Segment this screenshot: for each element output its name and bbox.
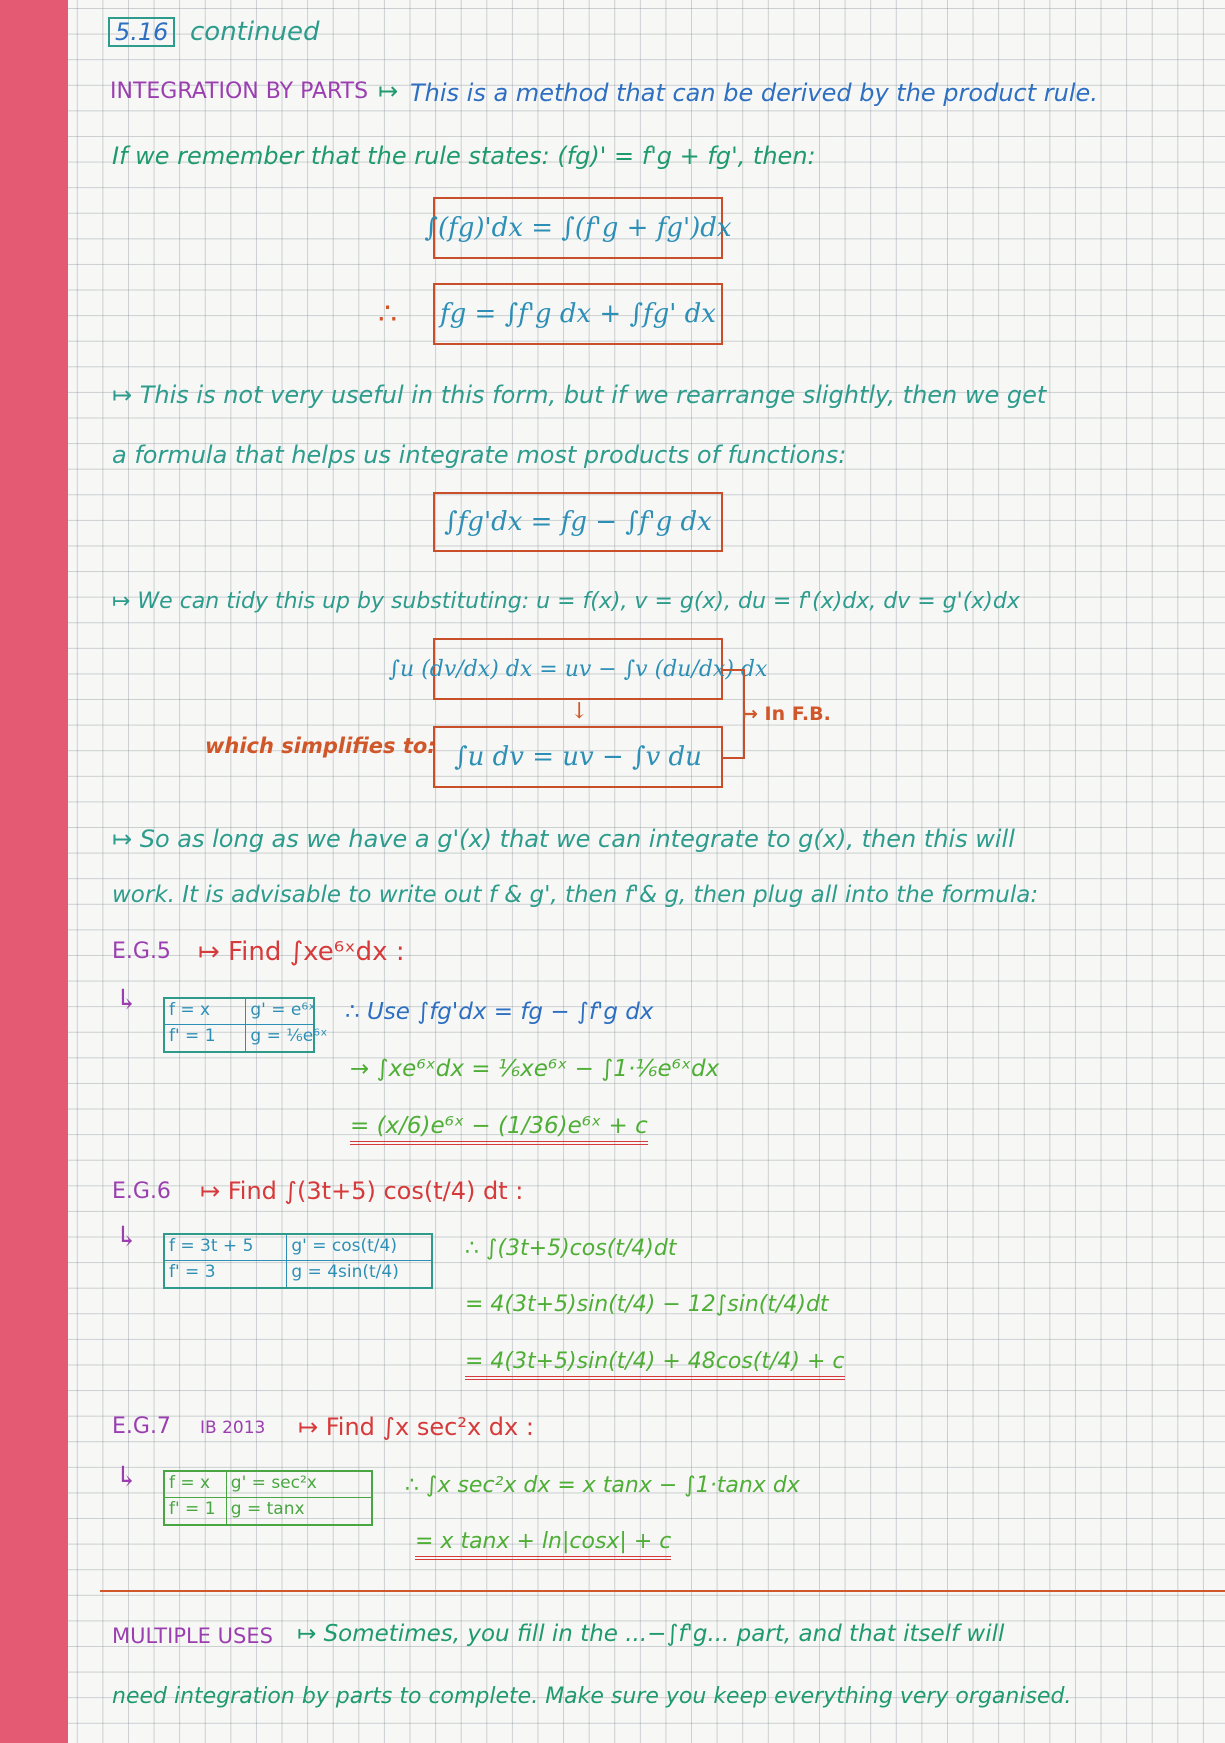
- paragraph-2-line2: a formula that helps us integrate most products of functions:: [112, 441, 847, 469]
- example-5-line2: → ∫xe⁶ˣdx = ⅙xe⁶ˣ − ∫1·⅙e⁶ˣdx: [350, 1056, 720, 1082]
- simplifies-label: which simplifies to:: [205, 734, 436, 758]
- ibp-intro-line1: This is a method that can be derived by the product rule.: [410, 79, 1098, 107]
- example-7-title: ↦ Find ∫x sec²x dx :: [298, 1413, 534, 1441]
- example-7-line2: = x tanx + ln|cosx| + c: [415, 1530, 671, 1560]
- therefore-symbol: ∴: [378, 297, 398, 332]
- multiple-uses-heading: MULTIPLE USES: [112, 1624, 273, 1648]
- example-6-line2: = 4(3t+5)sin(t/4) − 12∫sin(t/4)dt: [465, 1292, 829, 1317]
- section-divider: [100, 1590, 1225, 1592]
- paragraph-2-line1: ↦ This is not very useful in this form, but if we rearrange slightly, then we get: [112, 381, 1047, 409]
- example-5-hook: ↳: [115, 983, 139, 1016]
- example-6-title: ↦ Find ∫(3t+5) cos(t/4) dt :: [200, 1177, 524, 1205]
- example-7-hook: ↳: [115, 1460, 139, 1493]
- ibp-heading-arrow: ↦: [378, 77, 399, 105]
- down-arrow: ↓: [570, 699, 589, 724]
- example-6-fprime: f' = 3: [165, 1261, 287, 1287]
- paragraph-4-line2: work. It is advisable to write out f & g', then f'& g, then plug all into the formula:: [112, 882, 1039, 908]
- equation-box-3: [433, 492, 723, 552]
- equation-1: ∫(fg)'dx = ∫(f'g + fg')dx: [424, 213, 732, 243]
- paragraph-3: ↦ We can tidy this up by substituting: u = f(x), v = g(x), du = f'(x)dx, dv = g'(x)dx: [112, 589, 1020, 614]
- example-6-table: [163, 1233, 433, 1289]
- multiple-uses-line2: need integration by parts to complete. Make sure you keep everything very organised.: [112, 1684, 1072, 1709]
- equation-box-1: [424, 197, 732, 259]
- example-6-line1: ∴ ∫(3t+5)cos(t/4)dt: [465, 1236, 677, 1261]
- ibp-heading: INTEGRATION BY PARTS: [110, 79, 369, 104]
- example-7-line1: ∴ ∫x sec²x dx = x tanx − ∫1·tanx dx: [405, 1473, 800, 1498]
- equation-5: ∫u dv = uv − ∫v du: [454, 742, 702, 772]
- example-6-line3: = 4(3t+5)sin(t/4) + 48cos(t/4) + c: [465, 1350, 845, 1380]
- example-6-f: f = 3t + 5: [165, 1235, 287, 1261]
- example-7-f: f = x: [165, 1472, 227, 1498]
- example-7-g: g = tanx: [230, 1499, 305, 1519]
- section-title: continued: [190, 17, 320, 47]
- example-5-title: ↦ Find ∫xe⁶ˣdx :: [198, 937, 405, 967]
- example-7-table: [163, 1470, 373, 1526]
- example-5-gprime: g' = e⁶ˣ: [246, 999, 313, 1025]
- example-5-fprime: f' = 1: [165, 1025, 246, 1051]
- margin-strip: [0, 0, 68, 1743]
- equation-box-5: [433, 726, 723, 788]
- equation-box-2: [433, 283, 723, 345]
- example-5-line1: ∴ Use ∫fg'dx = fg − ∫f'g dx: [345, 999, 654, 1025]
- example-7-source: IB 2013: [200, 1418, 266, 1438]
- section-number: 5.16: [108, 17, 175, 47]
- example-5-table: [163, 997, 328, 1053]
- equation-3: ∫fg'dx = fg − ∫f'g dx: [444, 507, 712, 537]
- example-5-label: E.G.5: [112, 939, 171, 964]
- equation-4: ∫u (dv/dx) dx = uv − ∫v (du/dx) dx: [388, 656, 768, 682]
- example-6-hook: ↳: [115, 1220, 139, 1253]
- example-7-gprime: g' = sec²x: [227, 1472, 371, 1498]
- example-6-g: g = 4sin(t/4): [291, 1262, 399, 1282]
- example-5-line3: = (x/6)e⁶ˣ − (1/36)e⁶ˣ + c: [350, 1114, 648, 1145]
- multiple-uses-line1: ↦ Sometimes, you fill in the ...−∫f'g... part, and that itself will: [297, 1621, 1005, 1647]
- example-7-fprime: f' = 1: [165, 1498, 227, 1524]
- equation-box-4: [388, 638, 768, 700]
- example-6-gprime: g' = cos(t/4): [287, 1235, 431, 1261]
- example-5-f: f = x: [165, 999, 246, 1025]
- equation-2: fg = ∫f'g dx + ∫fg' dx: [440, 299, 716, 329]
- paragraph-4-line1: ↦ So as long as we have a g'(x) that we can integrate to g(x), then this will: [112, 825, 1015, 853]
- example-5-g: g = ⅙e⁶ˣ: [250, 1026, 328, 1046]
- example-7-label: E.G.7: [112, 1414, 171, 1439]
- ibp-intro-line2: If we remember that the rule states: (fg)' = f'g + fg', then:: [112, 142, 816, 170]
- example-6-label: E.G.6: [112, 1179, 171, 1204]
- in-fb-label: ↦ In F.B.: [742, 703, 831, 725]
